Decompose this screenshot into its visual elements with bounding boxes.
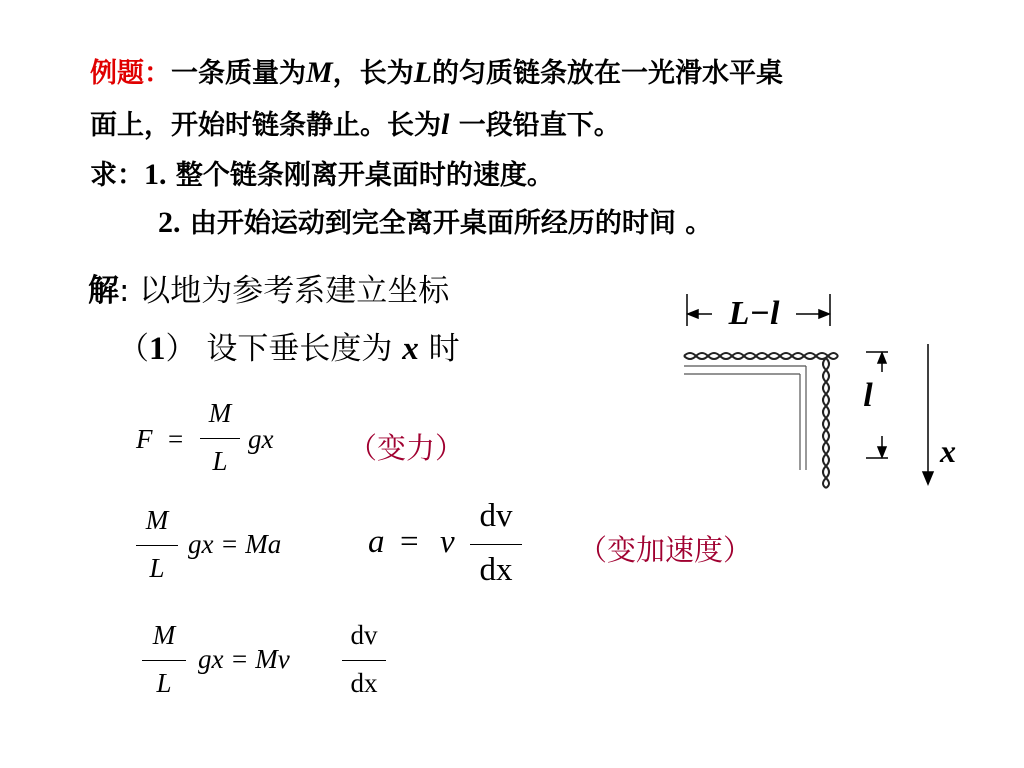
- length-label-top: L−l: [728, 295, 780, 332]
- chain-diagram: [670, 280, 990, 500]
- fraction-dv-over-dx: dv dx: [342, 620, 386, 706]
- note-variable-force: （变力）: [348, 431, 465, 465]
- chain-horizontal: [684, 353, 838, 359]
- question-1: 求：1. 整个链条刚离开桌面时的速度。: [90, 158, 554, 191]
- fraction-dv-over-dx: dv dx: [470, 498, 522, 594]
- chain-vertical: [823, 358, 829, 488]
- length-label-l: l: [863, 377, 873, 414]
- question-2: 2. 由开始运动到完全离开桌面所经历的时间 。: [158, 206, 713, 239]
- table: [684, 366, 806, 470]
- axis-label-x: x: [940, 433, 956, 469]
- solution-step-1: （1） 设下垂长度为 x 时: [118, 331, 460, 367]
- problem-label: 例题：: [90, 58, 171, 89]
- note-variable-acceleration: （变加速度）: [578, 533, 753, 567]
- problem-line-1: 例题：一条质量为M，长为L的匀质链条放在一光滑水平桌: [90, 56, 784, 89]
- x-axis-arrow: [923, 344, 933, 484]
- fraction-m-over-l: M L: [200, 398, 240, 484]
- solution-heading: 解: 以地为参考系建立坐标: [88, 273, 450, 309]
- fraction-m-over-l: M L: [142, 620, 186, 706]
- fraction-m-over-l: M L: [136, 505, 178, 591]
- problem-line-2: 面上，开始时链条静止。长为l 一段铅直下。: [90, 108, 621, 141]
